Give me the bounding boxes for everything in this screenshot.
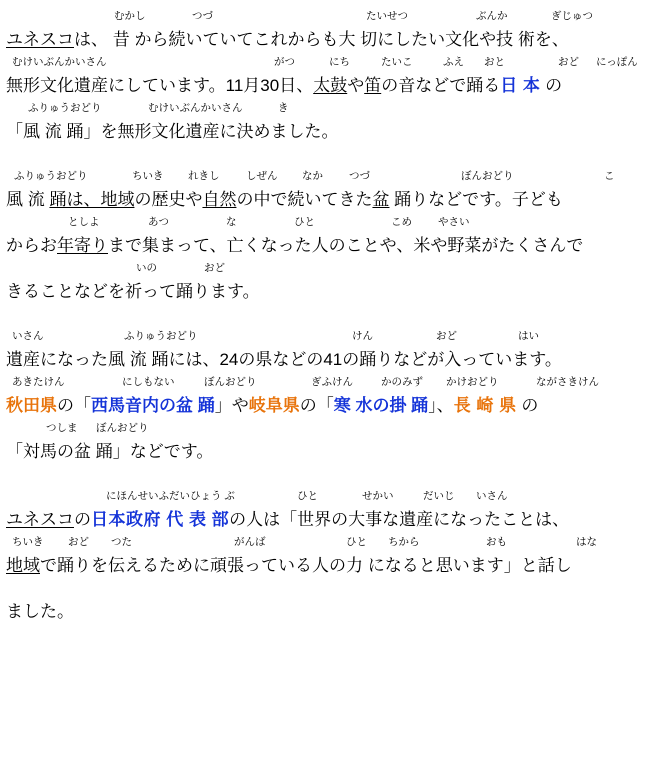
line-text bbox=[6, 28, 569, 52]
text-line bbox=[6, 168, 649, 214]
text-line bbox=[6, 260, 649, 306]
ruby-annotation: こ bbox=[604, 170, 615, 182]
ruby-annotation: にしもない bbox=[122, 376, 175, 388]
ruby-annotation: おと bbox=[484, 56, 505, 68]
text-line bbox=[6, 8, 649, 54]
ruby-annotation: たいこ bbox=[381, 56, 413, 68]
ruby-annotation: ぶんか bbox=[476, 10, 508, 22]
line-text: 「風 流 踊」を無形文化遺産に決めました。 bbox=[6, 122, 339, 141]
ruby-annotation: ふりゅうおどり bbox=[14, 170, 88, 182]
ruby-annotation: かけおどり bbox=[446, 376, 499, 388]
ruby-annotation: けん bbox=[352, 330, 373, 342]
ruby-annotation: ひと bbox=[297, 490, 318, 502]
line-text: ました。 bbox=[6, 602, 74, 621]
text-line bbox=[6, 328, 649, 374]
term-shizen: 自然 bbox=[202, 190, 237, 209]
ruby-annotation: いの bbox=[136, 262, 157, 274]
term-fue: 笛 bbox=[364, 76, 382, 95]
ruby-annotation: がつ bbox=[274, 56, 295, 68]
text-line bbox=[6, 488, 649, 534]
ruby-annotation: やさい bbox=[438, 216, 470, 228]
ruby-annotation: ぼんおどり bbox=[461, 170, 514, 182]
text-line bbox=[6, 374, 649, 420]
line-text: 風 流 踊は、地域の歴史や自然の中で続いてきた盆 踊りなどです。子ども bbox=[6, 190, 563, 209]
term-odori: 踊は、地域 bbox=[49, 190, 135, 209]
ruby-annotation: ぼんおどり bbox=[96, 422, 149, 434]
ruby-annotation: おど bbox=[558, 56, 579, 68]
text-line bbox=[6, 214, 649, 260]
place-akita: 秋田県 bbox=[6, 396, 57, 415]
paragraph-3 bbox=[6, 328, 649, 466]
ruby-annotation: な bbox=[226, 216, 237, 228]
ruby-annotation: はな bbox=[576, 536, 597, 548]
term-bon: 盆 bbox=[372, 190, 390, 209]
ruby-annotation: ひと bbox=[346, 536, 367, 548]
ruby-annotation: ふりゅうおどり bbox=[124, 330, 198, 342]
ruby-annotation: にほんせいふだいひょう ぶ bbox=[106, 490, 235, 502]
place-gifu: 岐阜県 bbox=[248, 396, 300, 415]
term-japan-government: 日本政府 代 表 部 bbox=[91, 510, 230, 529]
text-line bbox=[6, 534, 649, 580]
ruby-annotation: むけいぶんかいさん bbox=[148, 102, 243, 114]
ruby-annotation: おど bbox=[204, 262, 225, 274]
ruby-annotation: いさん bbox=[476, 490, 508, 502]
ruby-annotation: こめ bbox=[391, 216, 412, 228]
ruby-annotation: しぜん bbox=[246, 170, 278, 182]
paragraph-1 bbox=[6, 8, 649, 146]
ruby-annotation: おど bbox=[68, 536, 89, 548]
place-nagasaki: 長 崎 県 bbox=[453, 396, 517, 415]
ruby-annotation: ふりゅうおどり bbox=[28, 102, 102, 114]
term-unesco: ユネスコ bbox=[6, 30, 74, 49]
ruby-annotation: なか bbox=[302, 170, 323, 182]
ruby-annotation: ぎじゅつ bbox=[551, 10, 593, 22]
term-nishimonai: 西馬音内の盆 踊 bbox=[91, 396, 215, 415]
term-japan: 日 本 bbox=[500, 76, 541, 95]
ruby-annotation: がんば bbox=[234, 536, 266, 548]
text-line bbox=[6, 420, 649, 466]
line-text: 地域で踊りを伝えるために頑張っている人の力 になると思います」と話し bbox=[6, 556, 572, 575]
ruby-annotation: ながさきけん bbox=[536, 376, 599, 388]
ruby-annotation: れきし bbox=[188, 170, 220, 182]
ruby-annotation: いさん bbox=[12, 330, 44, 342]
ruby-annotation: ぼんおどり bbox=[204, 376, 257, 388]
paragraph-2 bbox=[6, 168, 649, 306]
ruby-annotation: つた bbox=[111, 536, 132, 548]
term-unesco: ユネスコ bbox=[6, 510, 74, 529]
line-text: 遺産になった風 流 踊には、24の県などの41の踊りなどが入っています。 bbox=[6, 350, 562, 369]
text-line bbox=[6, 54, 649, 100]
term-chiiki: 地域 bbox=[6, 556, 40, 575]
ruby-annotation: おど bbox=[436, 330, 457, 342]
ruby-annotation: としよ bbox=[68, 216, 100, 228]
ruby-annotation: つしま bbox=[46, 422, 78, 434]
line-text: きることなどを祈って踊ります。 bbox=[6, 282, 260, 301]
ruby-annotation: かのみず bbox=[381, 376, 423, 388]
term-taiko: 太鼓 bbox=[313, 76, 348, 95]
term-kanomizu: 寒 水の掛 踊 bbox=[333, 396, 429, 415]
ruby-annotation: むかし bbox=[114, 10, 146, 22]
ruby-annotation: だいじ bbox=[423, 490, 455, 502]
ruby-annotation: あきたけん bbox=[12, 376, 65, 388]
line-text: 秋田県の「西馬音内の盆 踊」や岐阜県の「寒 水の掛 踊」、長 崎 県 の bbox=[6, 396, 539, 415]
ruby-annotation: むけいぶんかいさん bbox=[12, 56, 107, 68]
ruby-annotation: つづ bbox=[349, 170, 370, 182]
ruby-annotation: にち bbox=[329, 56, 350, 68]
ruby-annotation: せかい bbox=[362, 490, 394, 502]
line-rest: は、 昔 から続いていてこれからも大 切にしたい文化や技 術を、 bbox=[74, 30, 569, 49]
ruby-annotation: ちいき bbox=[132, 170, 164, 182]
ruby-annotation: つづ bbox=[192, 10, 213, 22]
text-line bbox=[6, 580, 649, 626]
ruby-annotation: あつ bbox=[148, 216, 169, 228]
line-text: ユネスコの日本政府 代 表 部の人は「世界の大事な遺産になったことは、 bbox=[6, 510, 570, 529]
ruby-annotation: ちいき bbox=[12, 536, 44, 548]
term-toshiyori: 年寄り bbox=[57, 236, 108, 255]
ruby-annotation: おも bbox=[486, 536, 507, 548]
ruby-annotation: き bbox=[278, 102, 289, 114]
text-line bbox=[6, 100, 649, 146]
ruby-annotation: たいせつ bbox=[366, 10, 408, 22]
line-text: 無形文化遺産にしています。11月30日、太鼓や笛の音などで踊る日 本 の bbox=[6, 76, 563, 95]
ruby-annotation: ひと bbox=[294, 216, 315, 228]
ruby-annotation: ぎふけん bbox=[311, 376, 353, 388]
ruby-annotation: にっぽん bbox=[596, 56, 638, 68]
ruby-annotation: ちから bbox=[388, 536, 420, 548]
paragraph-4 bbox=[6, 488, 649, 626]
line-text: からお年寄りまで集まって、亡くなった人のことや、米や野菜がたくさんで bbox=[6, 236, 584, 255]
ruby-annotation: はい bbox=[518, 330, 539, 342]
ruby-annotation: ふえ bbox=[443, 56, 464, 68]
line-text: 「対馬の盆 踊」などです。 bbox=[6, 442, 214, 461]
